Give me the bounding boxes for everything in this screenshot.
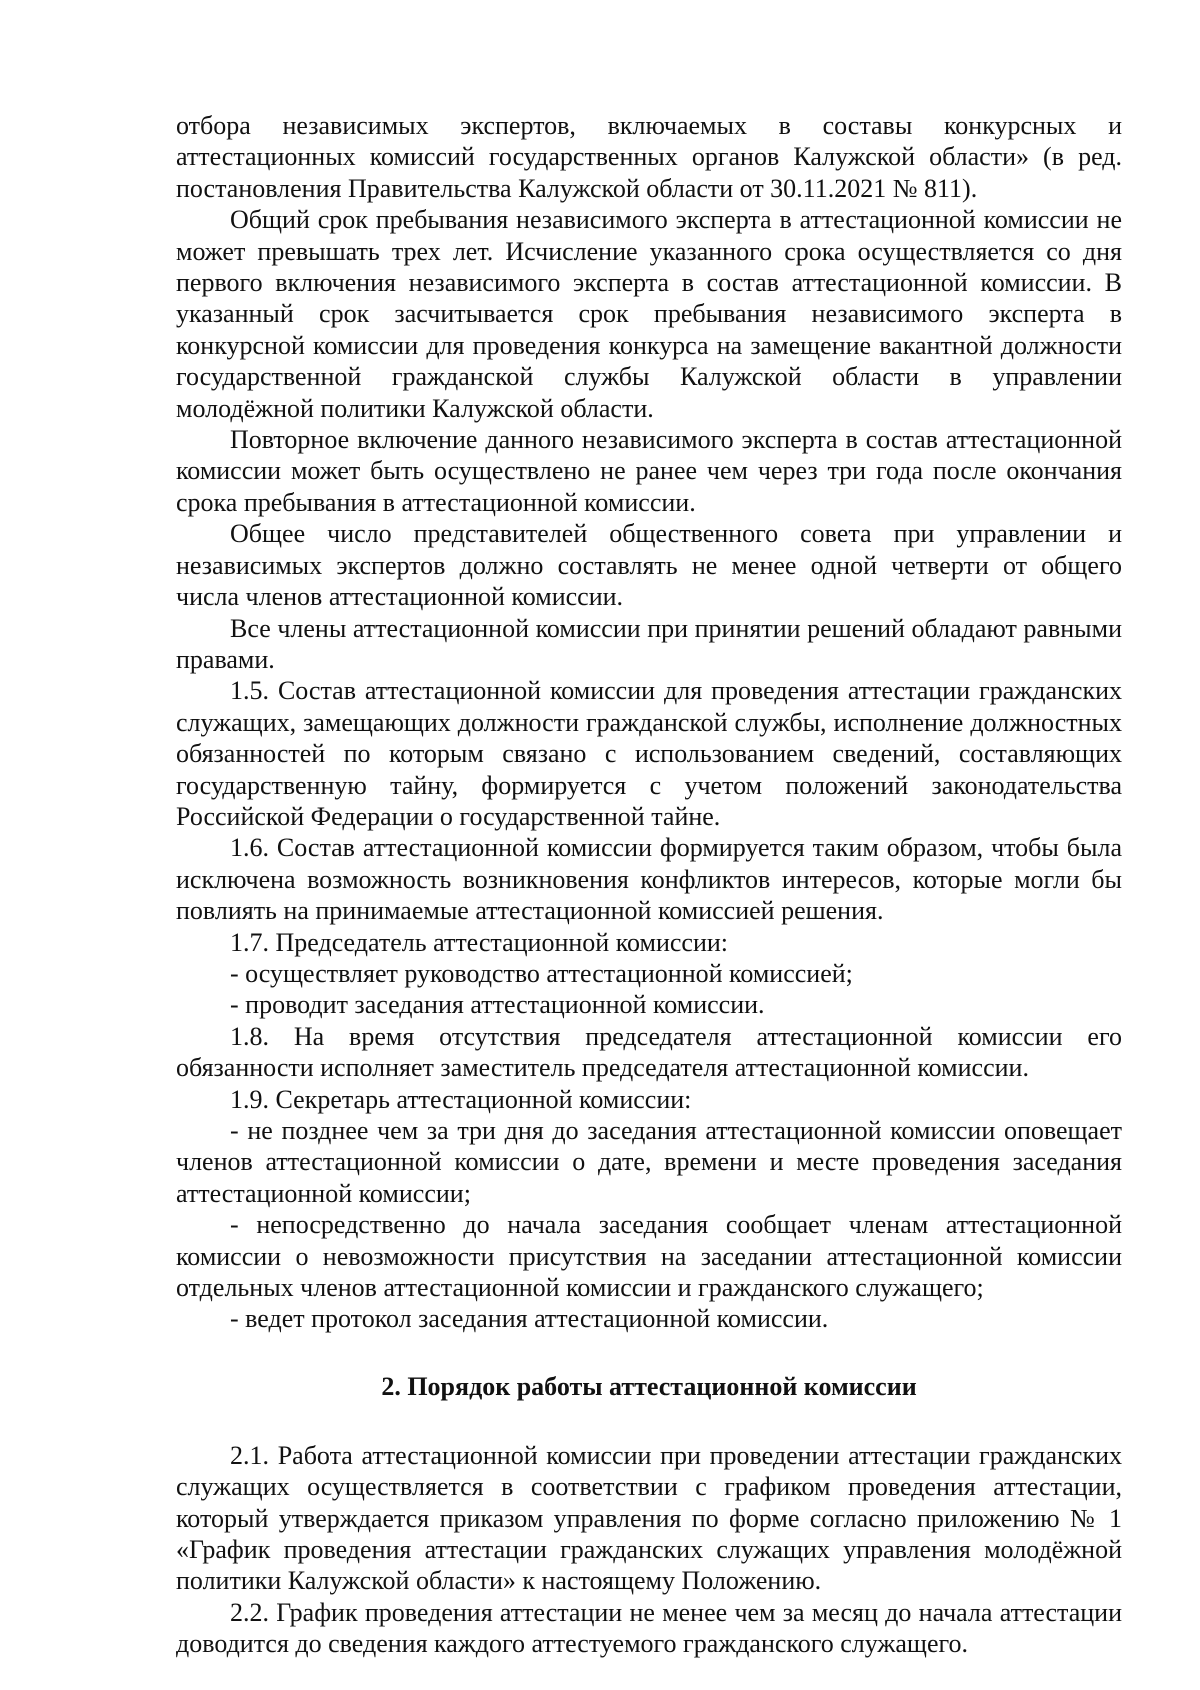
paragraph-1-8-deputy: 1.8. На время отсутствия председателя аттестационной комиссии его обязанности исполняет заместитель председателя аттестационной комиссии. — [176, 1021, 1122, 1083]
list-item-chairman-leads: - осуществляет руководство аттестационной комиссией; — [230, 958, 853, 988]
paragraph-repeat-inclusion: Повторное включение данного независимого эксперта в состав аттестационной комиссии может быть осуществлено не ранее чем через три года после окончания срока пребывания в аттестационной комиссии. — [176, 425, 1122, 517]
document-body — [176, 110, 1122, 1660]
section-heading: 2. Порядок работы аттестационной комиссии — [381, 1371, 917, 1401]
paragraph-public-council-share: Общее число представителей общественного совета при управлении и независимых экспертов должно составлять не менее одной четверти от общего числа членов аттестационной комиссии. — [176, 519, 1122, 612]
paragraph-expert-selection-continuation: отбора независимых экспертов, включаемых в составы конкурсных и аттестационных комиссий государственных органов Калужской области» (в ред. постановления Правительства Калужской области от 30.11.2021 № 811). — [176, 111, 1122, 203]
list-item-chairman-holds-meetings: - проводит заседания аттестационной комиссии. — [230, 990, 765, 1020]
paragraph-2-2-notification: 2.2. График проведения аттестации не менее чем за месяц до начала аттестации доводится до сведения каждого аттестуемого гражданского служащего. — [176, 1597, 1122, 1659]
paragraph-1-7-chairman: 1.7. Председатель аттестационной комиссии: — [230, 927, 729, 957]
list-item-secretary-keeps-minutes: - ведет протокол заседания аттестационной комиссии. — [230, 1304, 829, 1334]
paragraph-1-6-conflict-of-interest: 1.6. Состав аттестационной комиссии формируется таким образом, чтобы была исключена возможность возникновения конфликтов интересов, которые могли бы повлиять на принимаемые аттестационной комиссией решения. — [176, 833, 1122, 926]
paragraph-expert-term: Общий срок пребывания независимого эксперта в аттестационной комиссии не может превышать трех лет. Исчисление указанного срока осуществляется со дня первого включения независимого эксперта в состав аттестационной комиссии. В указанный срок засчитывается срок пребывания независимого эксперта в конкурсной комиссии для проведения конкурса на замещение вакантной должности государственной гражданской службы Калужской области в управлении молодёжной политики Калужской области. — [176, 205, 1122, 423]
list-item-secretary-notifies: - не позднее чем за три дня до заседания аттестационной комиссии оповещает членов аттестационной комиссии о дате, времени и месте проведения заседания аттестационной комиссии; — [176, 1116, 1122, 1208]
paragraph-1-5-state-secret: 1.5. Состав аттестационной комиссии для проведения аттестации гражданских служащих, замещающих должности гражданской службы, исполнение должностных обязанностей по которым связано с использованием сведений, составляющих государственную тайну, формируется с учетом положений законодательства Российской Федерации о государственной тайне. — [176, 676, 1122, 831]
paragraph-2-1-schedule: 2.1. Работа аттестационной комиссии при проведении аттестации гражданских служащих осуществляется в соответствии с графиком проведения аттестации, который утверждается приказом управления по форме согласно приложению № 1 «График проведения аттестации гражданских служащих управления молодёжной политики Калужской области» к настоящему Положению. — [176, 1440, 1122, 1596]
paragraph-equal-rights: Все члены аттестационной комиссии при принятии решений обладают равными правами. — [176, 613, 1122, 674]
list-item-secretary-reports-absence: - непосредственно до начала заседания сообщает членам аттестационной комиссии о невозможности присутствия на заседании аттестационной комиссии отдельных членов аттестационной комиссии и гражданского служащего; — [176, 1210, 1122, 1303]
paragraph-1-9-secretary: 1.9. Секретарь аттестационной комиссии: — [230, 1084, 692, 1114]
